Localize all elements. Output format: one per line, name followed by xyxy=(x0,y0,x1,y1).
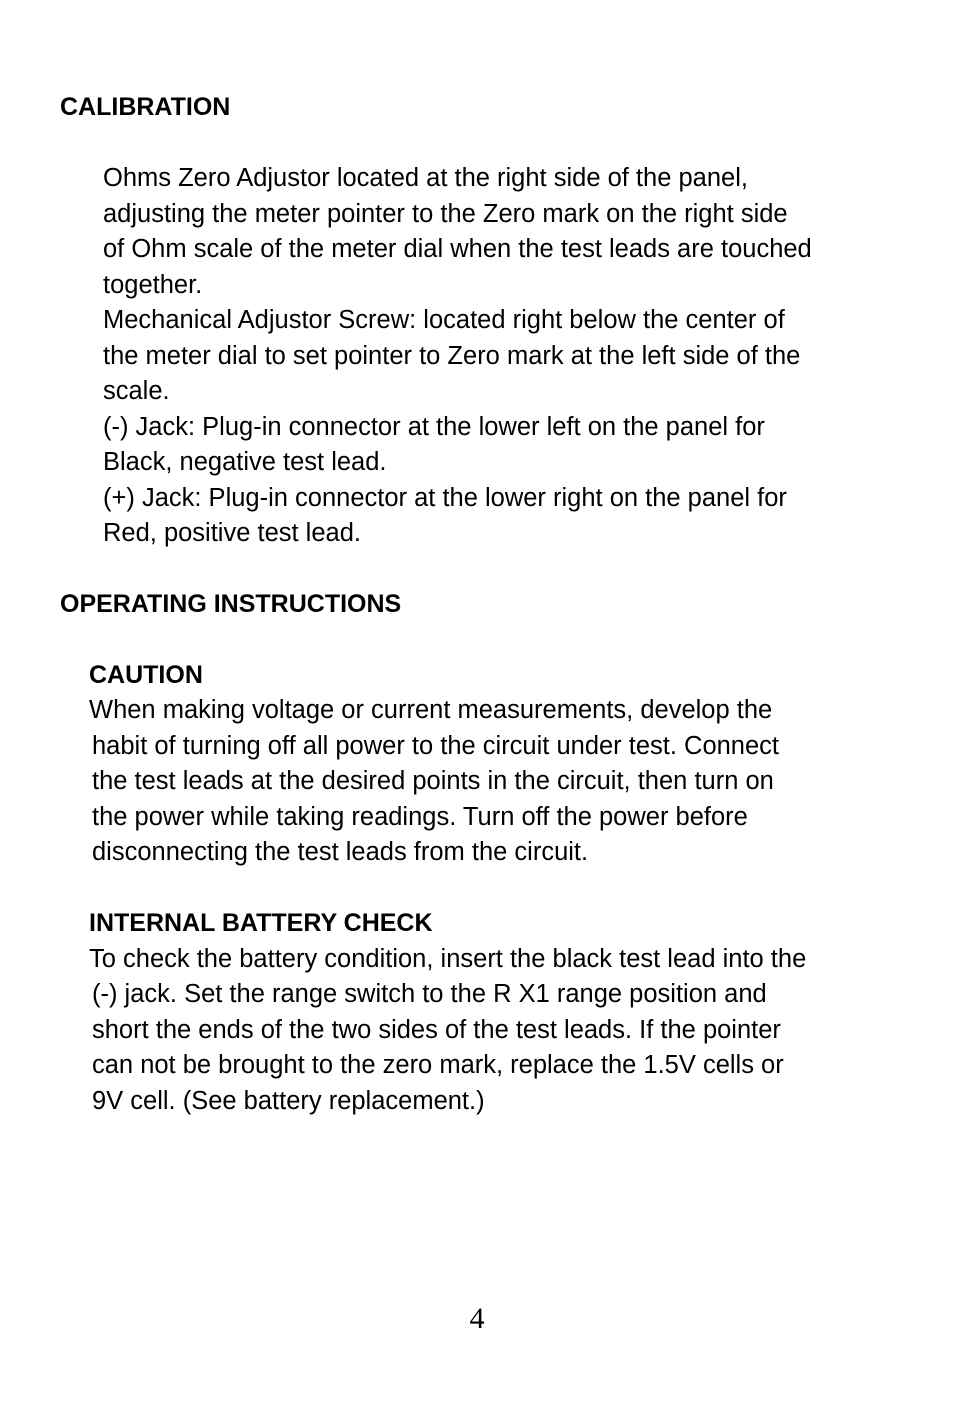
calibration-line: (-) Jack: Plug-in connector at the lower left on the panel for xyxy=(103,413,765,441)
calibration-line: of Ohm scale of the meter dial when the test leads are touched xyxy=(103,235,812,263)
caution-line: When making voltage or current measurements, develop the xyxy=(89,696,773,724)
caution-line: disconnecting the test leads from the circuit. xyxy=(92,838,589,866)
calibration-line: Ohms Zero Adjustor located at the right side of the panel, xyxy=(103,164,748,192)
battery-check-line: short the ends of the two sides of the test leads. If the pointer xyxy=(92,1016,781,1044)
calibration-line: adjusting the meter pointer to the Zero mark on the right side xyxy=(103,200,788,228)
battery-check-line: (-) jack. Set the range switch to the R X1 range position and xyxy=(92,980,767,1008)
caution-line: the test leads at the desired points in the circuit, then turn on xyxy=(92,767,774,795)
battery-check-line: can not be brought to the zero mark, replace the 1.5V cells or xyxy=(92,1051,784,1079)
calibration-line: (+) Jack: Plug-in connector at the lower right on the panel for xyxy=(103,484,787,512)
caution-line: habit of turning off all power to the circuit under test. Connect xyxy=(92,732,780,760)
calibration-line: together. xyxy=(103,271,203,299)
calibration-line: Black, negative test lead. xyxy=(103,448,387,476)
operating-instructions-heading: OPERATING INSTRUCTIONS xyxy=(60,590,402,618)
calibration-line: Red, positive test lead. xyxy=(103,519,361,547)
calibration-line: Mechanical Adjustor Screw: located right below the center of xyxy=(103,306,785,334)
calibration-heading: CALIBRATION xyxy=(60,93,231,121)
calibration-line: scale. xyxy=(103,377,170,405)
battery-check-line: To check the battery condition, insert the black test lead into the xyxy=(89,945,807,973)
battery-check-line: 9V cell. (See battery replacement.) xyxy=(92,1087,485,1115)
battery-check-heading: INTERNAL BATTERY CHECK xyxy=(89,909,433,937)
page-number: 4 xyxy=(469,1302,485,1335)
caution-line: the power while taking readings. Turn off the power before xyxy=(92,803,748,831)
caution-heading: CAUTION xyxy=(89,661,203,689)
calibration-line: the meter dial to set pointer to Zero mark at the left side of the xyxy=(103,342,801,370)
